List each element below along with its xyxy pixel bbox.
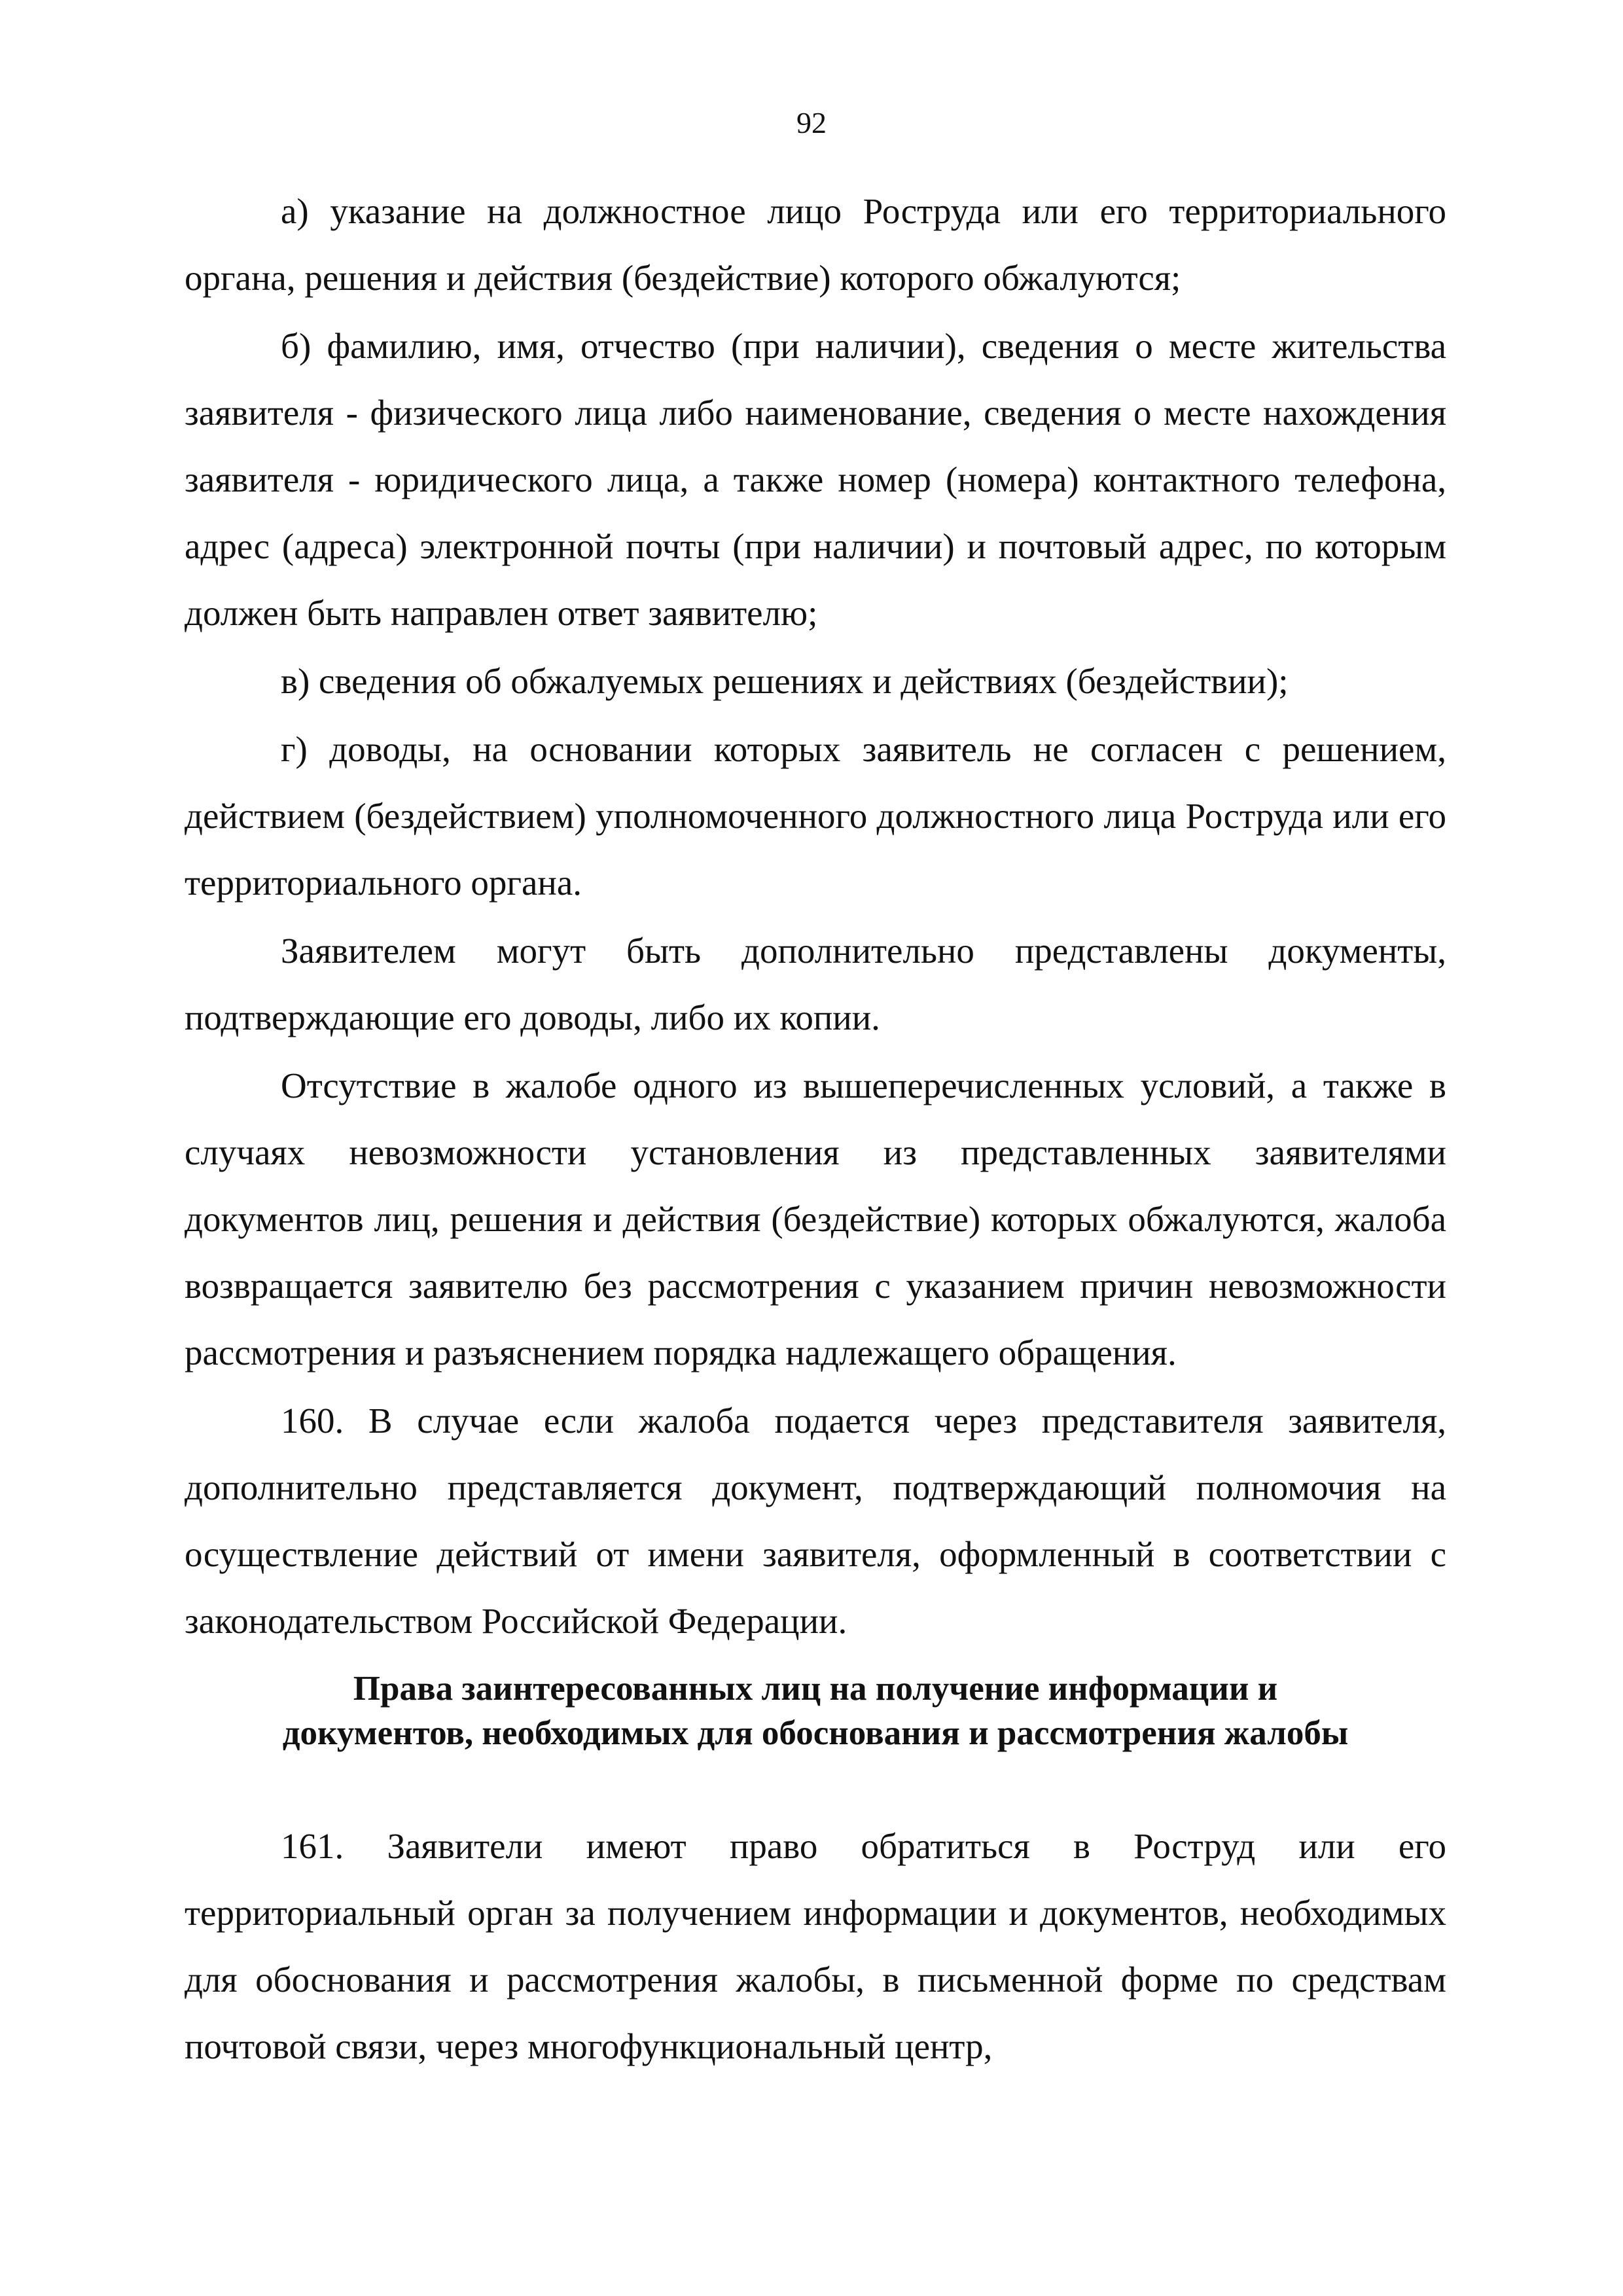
paragraph-item-v: в) сведения об обжалуемых решениях и действиях (бездействии); bbox=[281, 661, 1289, 701]
paragraph-complaint-returned: Отсутствие в жалобе одного из вышеперечисленных условий, а также в случаях невозможности установления из представленных заявителями документов лиц, решения и действия (бездействие) которых обжалуются, жалоба возвращается заявителю без рассмотрения с указанием причин невозможности рассмотрения и разъяснением порядка надлежащего обращения. bbox=[185, 1066, 1446, 1372]
paragraph-160: 160. В случае если жалоба подается через представителя заявителя, дополнительно представляется документ, подтверждающий полномочия на осуществление действий от имени заявителя, оформленный в соответствии с законодательством Российской Федерации. bbox=[185, 1401, 1446, 1641]
paragraph-item-g: г) доводы, на основании которых заявитель не согласен с решением, действием (бездействием) уполномоченного должностного лица Роструда или его территориального органа. bbox=[185, 729, 1446, 903]
section-heading-line-2: документов, необходимых для обоснования и рассмотрения жалобы bbox=[282, 1714, 1349, 1752]
paragraph-additional-documents: Заявителем могут быть дополнительно представлены документы, подтверждающие его доводы, либо их копии. bbox=[185, 931, 1446, 1037]
page-number: 92 bbox=[796, 106, 827, 139]
document-body bbox=[185, 178, 1446, 2081]
section-heading-line-1: Права заинтересованных лиц на получение информации и bbox=[353, 1670, 1278, 1708]
paragraph-item-a: а) указание на должностное лицо Роструда или его территориального органа, решения и действия (бездействие) которого обжалуются; bbox=[185, 191, 1446, 298]
paragraph-item-b: б) фамилию, имя, отчество (при наличии), сведения о месте жительства заявителя - физического лица либо наименование, сведения о месте нахождения заявителя - юридического лица, а также номер (номера) контактного телефона, адрес (адреса) электронной почты (при наличии) и почтовый адрес, по которым должен быть направлен ответ заявителю; bbox=[185, 326, 1446, 633]
section-heading bbox=[185, 1666, 1446, 1755]
paragraph-161: 161. Заявители имеют право обратиться в Роструд или его территориальный орган за получением информации и документов, необходимых для обоснования и рассмотрения жалобы, в письменной форме по средствам почтовой связи, через многофункциональный центр, bbox=[185, 1826, 1446, 2066]
